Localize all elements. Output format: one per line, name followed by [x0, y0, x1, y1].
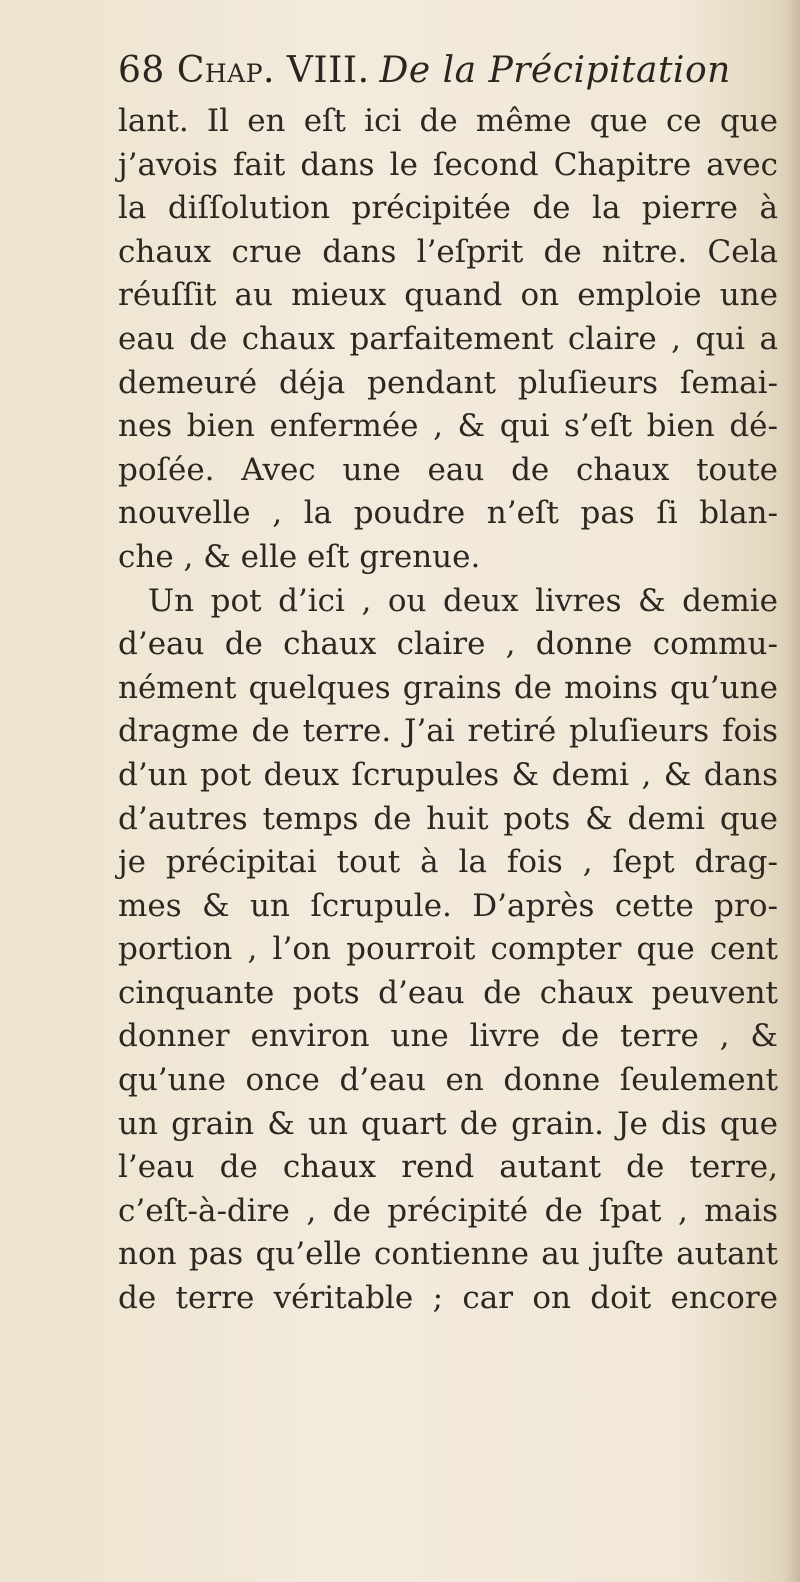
- text-line: c’eſt-à-dire , de précipité de ſpat , mais: [118, 1192, 778, 1229]
- text-line: réuſſit au mieux quand on emploie une: [118, 277, 778, 314]
- text-line: nouvelle , la poudre n’eſt pas ſi blan-: [118, 495, 778, 532]
- text-line: dragme de terre. J’ai retiré pluſieurs fois: [118, 713, 778, 750]
- text-line: d’autres temps de huit pots & demi que: [118, 800, 778, 837]
- text-line: nes bien enfermée , & qui s’eſt bien dé-: [118, 408, 778, 445]
- text-line: poſée. Avec une eau de chaux toute: [118, 451, 778, 488]
- text-line: j’avois fait dans le ſecond Chapitre avec: [118, 146, 778, 183]
- text-line: non pas qu’elle contienne au juſte autant: [118, 1236, 778, 1273]
- text-line: nément quelques grains de moins qu’une: [118, 669, 778, 706]
- text-line: d’un pot deux ſcrupules & demi , & dans: [118, 756, 778, 793]
- text-line: un grain & un quart de grain. Je dis que: [118, 1105, 778, 1142]
- paragraph-start-line: Un pot d’ici , ou deux livres & demie: [148, 582, 778, 619]
- text-line: qu’une once d’eau en donne ſeulement: [118, 1062, 778, 1099]
- page-edge-shadow: [786, 0, 800, 1582]
- text-line: eau de chaux parfaitement claire , qui a: [118, 320, 778, 357]
- text-line: demeuré déja pendant pluſieurs ſemai-: [118, 364, 778, 401]
- paragraph-end-line: che , & elle eſt grenue.: [118, 538, 481, 575]
- text-line: lant. Il en eſt ici de même que ce que: [118, 103, 778, 139]
- running-header: [118, 50, 731, 91]
- text-line: d’eau de chaux claire , donne commu-: [118, 626, 778, 663]
- text-line: portion , l’on pourroit compter que cent: [118, 931, 778, 968]
- page-number: 68: [118, 50, 165, 91]
- chapter-label: Chap. VIII.: [176, 50, 370, 91]
- text-line: cinquante pots d’eau de chaux peuvent: [118, 974, 778, 1011]
- text-line: de terre véritable ; car on doit encore: [118, 1280, 778, 1317]
- text-line: chaux crue dans l’eſprit de nitre. Cela: [118, 233, 778, 270]
- running-title: De la Précipitation: [379, 50, 731, 91]
- body-text: [118, 100, 778, 1321]
- text-line: donner environ une livre de terre , &: [118, 1018, 778, 1055]
- text-line: mes & un ſcrupule. D’après cette pro-: [118, 887, 778, 924]
- text-line: l’eau de chaux rend autant de terre,: [118, 1149, 778, 1186]
- text-line: la diſſolution précipitée de la pierre à: [118, 190, 778, 227]
- text-line: je précipitai tout à la fois , ſept drag-: [118, 844, 778, 881]
